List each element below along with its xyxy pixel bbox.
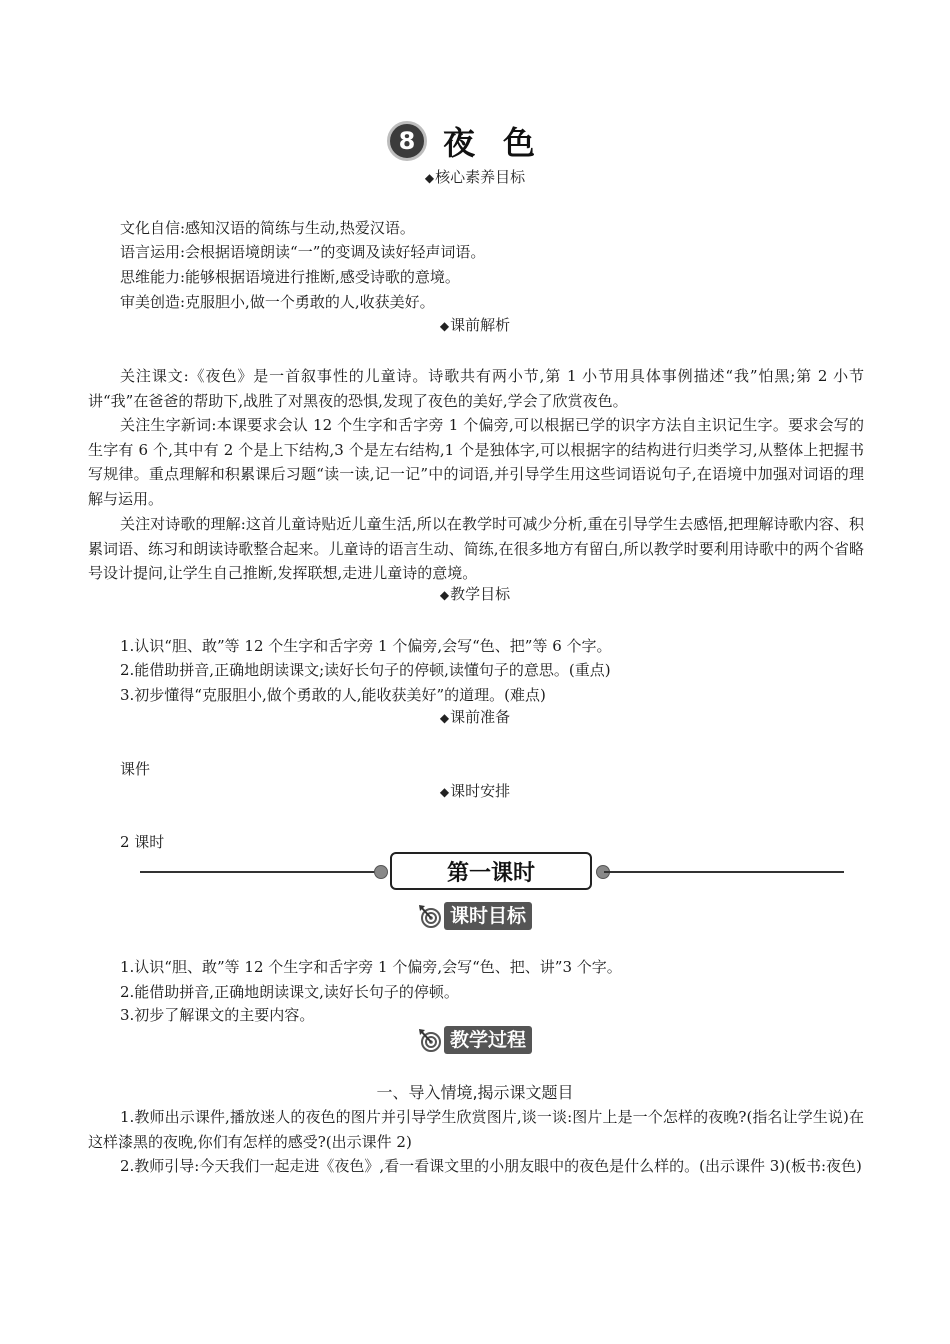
prep-text: 课件 bbox=[120, 760, 151, 778]
section-goals-heading: ◆教学目标 bbox=[439, 585, 511, 603]
goal-item: 3.初步懂得“克服胆小,做个勇敢的人,能收获美好”的道理。(难点) bbox=[120, 686, 546, 704]
pill-lesson-goals bbox=[0, 902, 950, 930]
process-paragraph: 2.教师引导:今天我们一起走进《夜色》,看一看课文里的小朋友眼中的夜色是什么样的。(出示课件 3)(板书:夜色) bbox=[120, 1157, 862, 1175]
divider-line-right bbox=[604, 871, 844, 873]
lesson-divider bbox=[140, 852, 844, 892]
section-core-heading: ◆核心素养目标 bbox=[424, 168, 526, 186]
section-schedule-heading: ◆课时安排 bbox=[439, 782, 511, 800]
lesson-number-badge: 8 bbox=[387, 121, 427, 161]
schedule-text: 2 课时 bbox=[120, 833, 165, 851]
diamond-icon: ◆ bbox=[439, 785, 450, 799]
divider-knob-left bbox=[374, 865, 388, 879]
analysis-paragraph: 关注生字新词:本课要求会认 12 个生字和舌字旁 1 个偏旁,可以根据已学的识字方法自主识记生字。要求会写的生字有 6 个,其中有 2 个是上下结构,3 个是左右结构,1 个是独体字,可以根据字的结构进行归类学习,从整体上把握书写规律。重点理解和积累课后习题“读一读,记一记”中的词语,并引导学生用这些词语说句子,在语境中加强对词语的理解与运用。 bbox=[88, 416, 864, 509]
lesson-period-title: 第一课时 bbox=[390, 852, 592, 890]
analysis-paragraph: 关注课文:《夜色》是一首叙事性的儿童诗。诗歌共有两小节,第 1 小节用具体事例描述“我”怕黑;第 2 小节讲“我”在爸爸的帮助下,战胜了对黑夜的恐惧,发现了夜色的美好,学会了欣赏夜色。 bbox=[88, 367, 864, 410]
diamond-icon: ◆ bbox=[439, 319, 450, 333]
divider-line-left bbox=[140, 871, 380, 873]
pill-teaching-process bbox=[0, 1026, 950, 1054]
process-heading: 一、导入情境,揭示课文题目 bbox=[376, 1083, 574, 1102]
lesson-title bbox=[0, 118, 950, 164]
lesson-title-text: 夜色 bbox=[442, 124, 563, 162]
pill-label: 教学过程 bbox=[444, 1026, 532, 1054]
target-icon bbox=[418, 1028, 442, 1052]
core-item: 语言运用:会根据语境朗读“一”的变调及读好轻声词语。 bbox=[120, 243, 486, 261]
lesson-goal-item: 3.初步了解课文的主要内容。 bbox=[120, 1006, 315, 1024]
pill-label: 课时目标 bbox=[444, 902, 532, 930]
analysis-paragraph: 关注对诗歌的理解:这首儿童诗贴近儿童生活,所以在教学时可减少分析,重在引导学生去感悟,把理解诗歌内容、积累词语、练习和朗读诗歌整合起来。儿童诗的语言生动、简练,在很多地方有留白,所以教学时要利用诗歌中的两个省略号设计提问,让学生自己推断,发挥联想,走进儿童诗的意境。 bbox=[88, 515, 864, 583]
section-analysis-heading: ◆课前解析 bbox=[439, 316, 511, 334]
lesson-goal-item: 2.能借助拼音,正确地朗读课文,读好长句子的停顿。 bbox=[120, 983, 459, 1001]
diamond-icon: ◆ bbox=[439, 711, 450, 725]
lesson-goal-item: 1.认识“胆、敢”等 12 个生字和舌字旁 1 个偏旁,会写“色、把、讲”3 个字。 bbox=[120, 958, 622, 976]
goal-item: 1.认识“胆、敢”等 12 个生字和舌字旁 1 个偏旁,会写“色、把”等 6 个字。 bbox=[120, 637, 612, 655]
process-paragraph: 1.教师出示课件,播放迷人的夜色的图片并引导学生欣赏图片,谈一谈:图片上是一个怎样的夜晚?(指名让学生说)在这样漆黑的夜晚,你们有怎样的感受?(出示课件 2) bbox=[88, 1108, 864, 1151]
diamond-icon: ◆ bbox=[424, 171, 435, 185]
section-prep-heading: ◆课前准备 bbox=[439, 708, 511, 726]
goal-item: 2.能借助拼音,正确地朗读课文;读好长句子的停顿,读懂句子的意思。(重点) bbox=[120, 661, 611, 679]
target-icon bbox=[418, 904, 442, 928]
diamond-icon: ◆ bbox=[439, 588, 450, 602]
core-item: 思维能力:能够根据语境进行推断,感受诗歌的意境。 bbox=[120, 268, 460, 286]
core-item: 审美创造:克服胆小,做一个勇敢的人,收获美好。 bbox=[120, 293, 435, 311]
core-item: 文化自信:感知汉语的简练与生动,热爱汉语。 bbox=[120, 219, 415, 237]
